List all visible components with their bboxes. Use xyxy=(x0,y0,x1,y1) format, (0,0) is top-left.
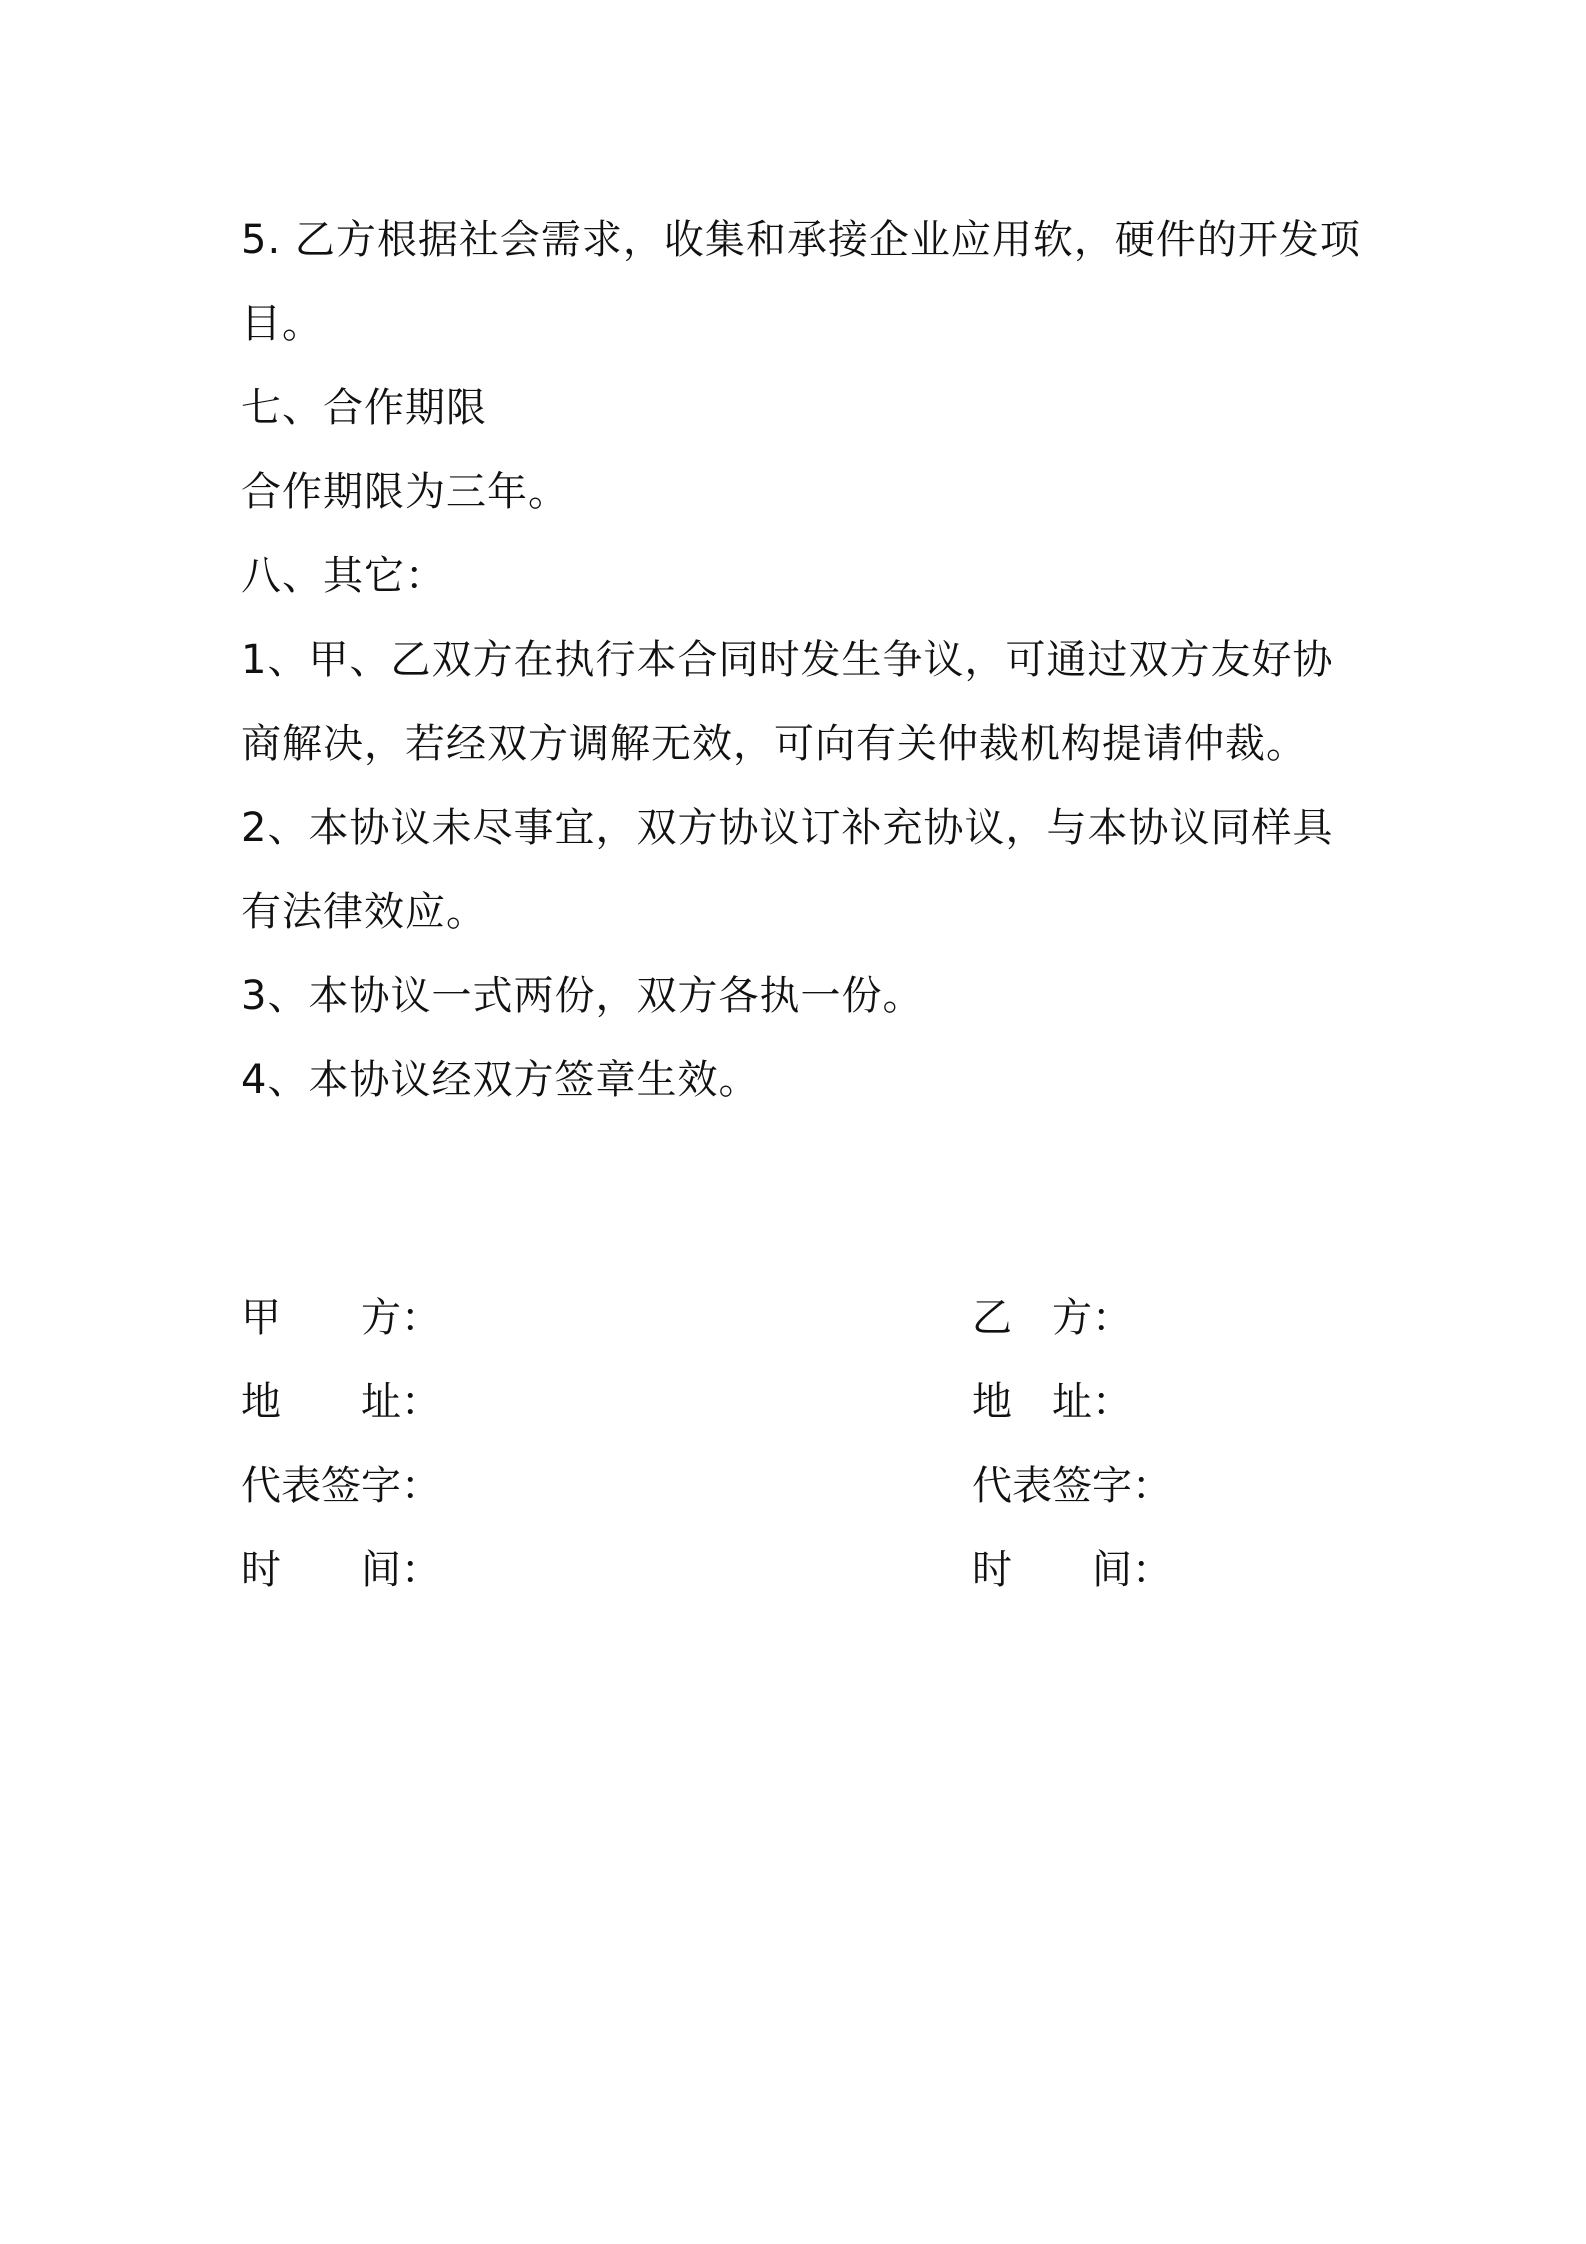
party-a-address-row xyxy=(241,1360,941,1444)
party-b-address-label: 地 址： xyxy=(972,1379,1132,1425)
party-b-representative-label: 代表签字： xyxy=(972,1463,1172,1509)
cooperation-term-text: 合作期限为三年。 xyxy=(241,469,569,515)
party-b-representative-row xyxy=(972,1444,1532,1528)
clause-effective: 4、本协议经双方签章生效。 xyxy=(241,1057,760,1103)
clause-5-development-projects: 5. 乙方根据社会需求，收集和承接企业应用软，硬件的开发项目。 xyxy=(241,217,1361,347)
party-a-representative-row xyxy=(241,1444,941,1528)
contract-body xyxy=(241,198,1361,1122)
party-a-name-label: 甲 方： xyxy=(241,1295,441,1341)
party-a-address-label: 地 址： xyxy=(241,1379,441,1425)
party-b-address-row xyxy=(972,1360,1532,1444)
section-8-heading: 八、其它： xyxy=(241,553,446,599)
party-a-representative-label: 代表签字： xyxy=(241,1463,441,1509)
party-b-name-row xyxy=(972,1276,1532,1360)
clause-dispute-resolution: 1、甲、乙双方在执行本合同时发生争议，可通过双方友好协商解决，若经双方调解无效，可向有关仲裁机构提请仲裁。 xyxy=(241,637,1334,767)
party-b-name-label: 乙 方： xyxy=(972,1295,1132,1341)
party-a-name-row xyxy=(241,1276,941,1360)
party-a-signature-block xyxy=(241,1276,941,1612)
clause-supplementary-agreement: 2、本协议未尽事宜，双方协议订补充协议，与本协议同样具有法律效应。 xyxy=(241,805,1334,935)
party-a-date-label: 时 间： xyxy=(241,1547,441,1593)
section-7-heading: 七、合作期限 xyxy=(241,385,487,431)
party-b-date-row xyxy=(972,1528,1532,1612)
party-a-date-row xyxy=(241,1528,941,1612)
party-b-signature-block xyxy=(972,1276,1532,1612)
party-b-date-label: 时 间： xyxy=(972,1547,1172,1593)
clause-copies: 3、本协议一式两份，双方各执一份。 xyxy=(241,973,924,1019)
